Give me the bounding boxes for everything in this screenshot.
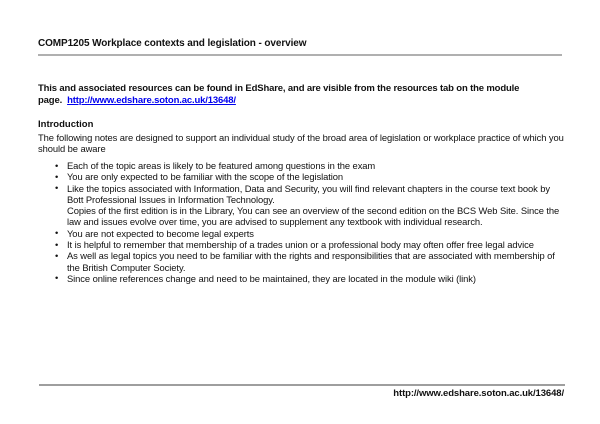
bullet-text: It is helpful to remember that membership of a trades union or a professional body may often offer free legal advice (67, 239, 534, 251)
list-item (38, 250, 564, 273)
bullet-icon: • (55, 159, 59, 171)
section-heading: Introduction (38, 119, 94, 130)
list-item (38, 171, 564, 182)
bullet-icon: • (55, 170, 59, 182)
bullet-icon: • (55, 238, 59, 250)
bullet-text: You are not expected to become legal experts (67, 227, 254, 239)
footer-rule (39, 384, 565, 386)
bullet-icon: • (55, 182, 59, 194)
list-item (38, 183, 564, 228)
bullet-icon: • (55, 272, 59, 284)
bullet-text: You are only expected to be familiar with the scope of the legislation (67, 171, 343, 183)
intro-paragraph (38, 83, 564, 106)
bullet-icon: • (55, 249, 59, 261)
list-item (38, 160, 564, 171)
list-item (38, 273, 564, 284)
list-item (38, 239, 564, 250)
lead-paragraph: The following notes are designed to support an individual study of the broad area of legislation or workplace practice of which you should be aware (38, 132, 564, 155)
page-title: COMP1205 Workplace contexts and legislation - overview (38, 38, 307, 49)
intro-text: This and associated resources can be found in EdShare, and are visible from the resources tab on the module page. (38, 83, 520, 106)
bullet-list (38, 160, 564, 284)
bullet-text: As well as legal topics you need to be familiar with the rights and responsibilities that are associated with membership of the British Computer Society. (67, 250, 555, 273)
header-rule (38, 54, 562, 56)
edshare-link[interactable]: http://www.edshare.soton.ac.uk/13648/ (67, 94, 236, 106)
bullet-text: Since online references change and need to be maintained, they are located in the module wiki (link) (67, 272, 476, 284)
bullet-text: Like the topics associated with Information, Data and Security, you will find relevant chapters in the course text book by Bott Professional Issues in Information Technology. (67, 182, 551, 205)
bullet-text: Copies of the first edition is in the Library, You can see an overview of the second edition on the BCS Web Site. Since the law and issues evolve over time, you are advised to supplement any textbook with individual research. (67, 205, 560, 228)
footer-url: http://www.edshare.soton.ac.uk/13648/ (393, 388, 564, 399)
bullet-text: Each of the topic areas is likely to be featured among questions in the exam (67, 160, 376, 171)
bullet-icon: • (55, 227, 59, 239)
list-item (38, 228, 564, 239)
